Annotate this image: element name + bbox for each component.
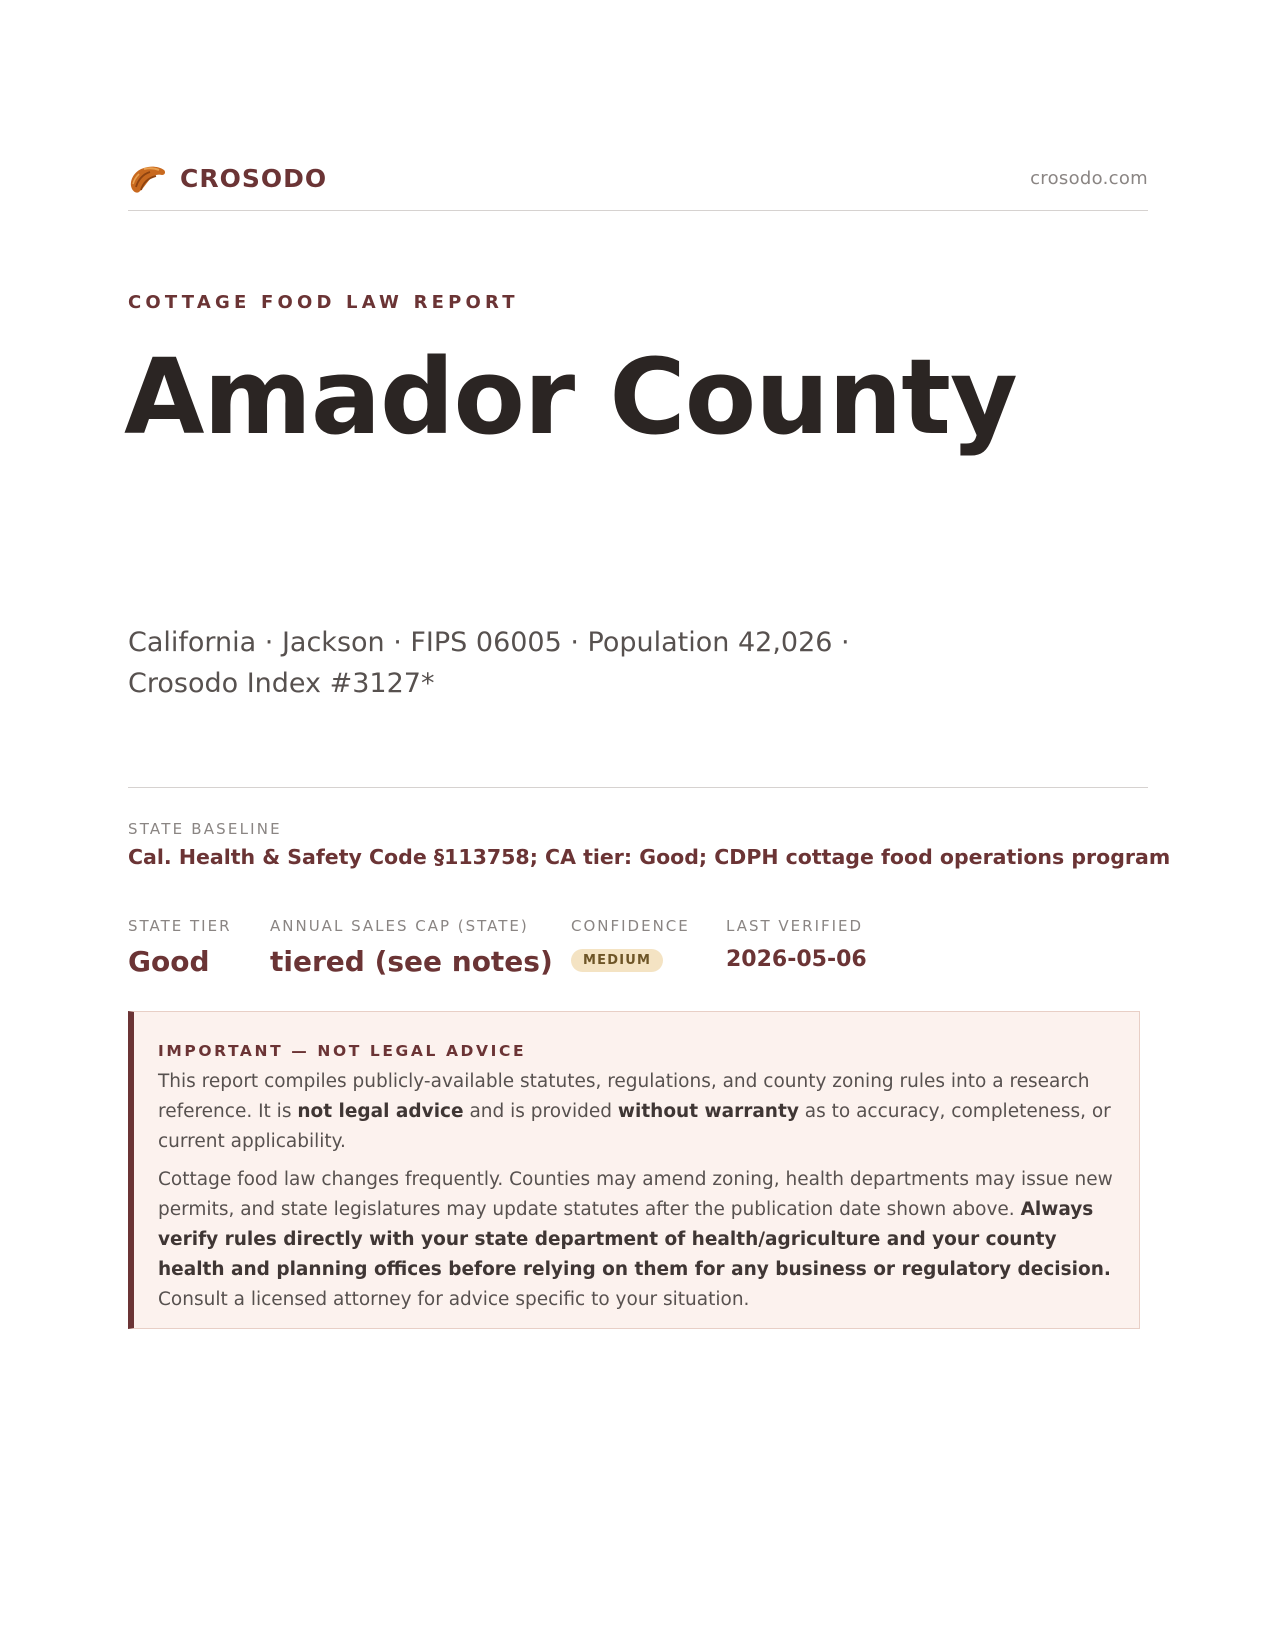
brand [128,160,327,196]
page-header [128,160,1148,211]
notice-text: as to accuracy, completeness, or current applicability. [158,1101,1111,1152]
notice-bold: not legal advice [297,1101,464,1122]
notice-bold: Always verify rules directly with your state department of health/agriculture and your county health and planning offices before relying on them for any business or regulatory decision. [158,1199,1111,1280]
report-kicker: COTTAGE FOOD LAW REPORT [128,292,519,313]
baseline-value: Cal. Health & Safety Code §113758; CA tier: Good; CDPH cottage food operations program [128,845,1171,869]
stat-value: tiered (see notes) [270,945,553,978]
site-url[interactable]: crosodo.com [1030,168,1148,189]
baseline-label: STATE BASELINE [128,820,282,838]
stat-last-verified [726,917,867,972]
stat-label: ANNUAL SALES CAP (STATE) [270,917,529,935]
brand-name: CROSODO [180,163,328,193]
notice-bold: without warranty [617,1101,799,1122]
stat-state-tier [128,917,232,978]
stat-label: CONFIDENCE [571,917,690,935]
stat-label: STATE TIER [128,917,232,935]
stat-label: LAST VERIFIED [726,917,864,935]
page-title: Amador County [124,336,1017,458]
notice-paragraph [158,1165,1120,1315]
confidence-badge: MEDIUM [571,949,663,972]
stat-confidence [571,917,690,972]
stat-value: 2026-05-06 [726,947,867,972]
section-divider [128,787,1148,788]
notice-paragraph [158,1067,1120,1157]
notice-text: This report compiles publicly-available statutes, regulations, and county zoning rules into a research reference. It is [158,1071,1090,1122]
notice-title: IMPORTANT — NOT LEGAL ADVICE [158,1042,527,1060]
notice-text: Cottage food law changes frequently. Counties may amend zoning, health departments may issue new permits, and state legislatures may update statutes after the publication date shown above. [158,1169,1113,1220]
stat-sales-cap [270,917,553,978]
legal-notice [128,1011,1140,1329]
notice-text: and is provided [463,1101,618,1122]
county-subtitle: California · Jackson · FIPS 06005 · Population 42,026 · Crosodo Index #3127* [128,627,850,699]
notice-text: Consult a licensed attorney for advice specific to your situation. [158,1289,750,1310]
croissant-icon [128,160,168,196]
stat-value: Good [128,945,210,978]
